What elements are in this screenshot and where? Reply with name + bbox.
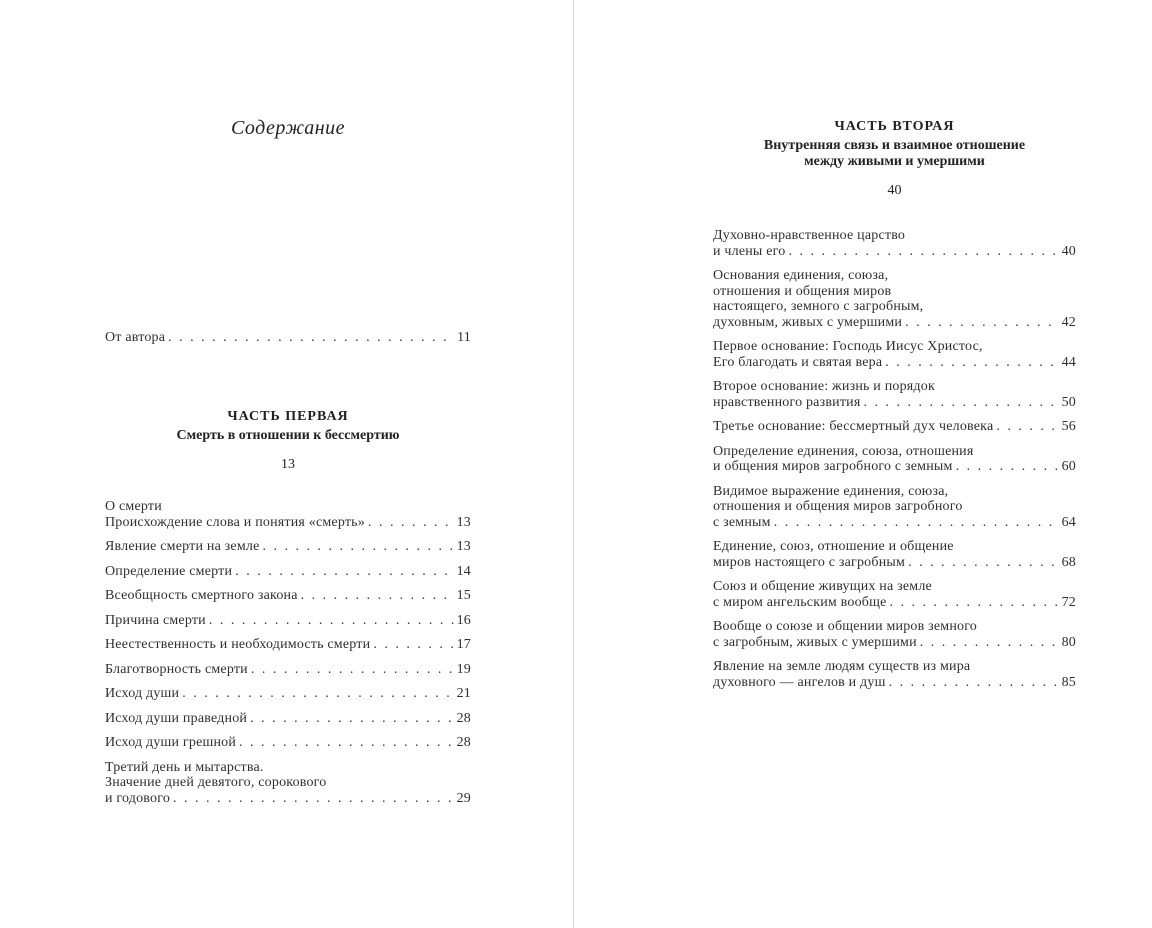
toc-entry (713, 228, 1076, 259)
entry-title: Неестественность и необходимость смерти (105, 637, 371, 652)
dot-leader (774, 515, 1060, 531)
entry-last-line (105, 662, 471, 678)
dot-leader (251, 662, 455, 678)
toc-entry (713, 419, 1076, 435)
part-two-subtitle (713, 138, 1076, 169)
entry-text-line: Явление на земле людям существ из мира (713, 659, 971, 674)
part-two-entries (713, 228, 1076, 690)
entry-last-line (713, 635, 1076, 651)
toc-entry (105, 662, 471, 678)
entry-title: и члены его (713, 243, 786, 259)
dot-leader (890, 595, 1060, 611)
page-number: 44 (1061, 354, 1076, 370)
toc-entry (105, 686, 471, 702)
page-number: 14 (456, 563, 471, 579)
page-number: 42 (1061, 314, 1076, 330)
entry-last-line (713, 675, 1076, 691)
toc-entry (713, 579, 1076, 610)
entry-title: с загробным, живых с умершими (713, 634, 917, 650)
page-number: 72 (1061, 594, 1076, 610)
entry-last-line (105, 588, 471, 604)
toc-entry (105, 330, 471, 346)
toc-entry (105, 735, 471, 751)
entry-text-line: настоящего, земного с загробным, (713, 299, 924, 314)
entry-title: Его благодать и святая вера (713, 354, 883, 370)
entry-last-line (105, 791, 471, 807)
page-number: 85 (1061, 674, 1076, 690)
entry-title: Исход души (105, 686, 180, 701)
toc-entry (105, 613, 471, 629)
toc-entry (105, 499, 471, 530)
dot-leader (788, 244, 1059, 260)
entry-title: миров настоящего с загробным (713, 554, 906, 570)
entry-title: нравственного развития (713, 394, 861, 410)
page-gutter-divider (573, 0, 574, 928)
page-number: 21 (456, 686, 471, 701)
dot-leader (885, 355, 1059, 371)
dot-leader (263, 539, 455, 555)
dot-leader (250, 711, 455, 727)
page-number: 16 (456, 612, 471, 628)
dot-leader (168, 330, 455, 346)
page-number: 56 (1061, 419, 1076, 434)
toc-entry (105, 637, 471, 653)
entry-last-line (713, 355, 1076, 371)
toc-entry (713, 444, 1076, 475)
entry-last-line (105, 564, 471, 580)
entry-last-line (713, 244, 1076, 260)
entry-last-line (713, 555, 1076, 571)
entry-text-line: Первое основание: Господь Иисус Христос, (713, 339, 983, 354)
left-page (105, 0, 471, 815)
dot-leader (173, 791, 455, 807)
dot-leader (373, 637, 454, 653)
entry-title: Явление смерти на земле (105, 539, 260, 554)
entry-title: Происхождение слова и понятия «смерть» (105, 514, 365, 530)
dot-leader (996, 419, 1059, 435)
entry-title: Благотворность смерти (105, 661, 248, 677)
part-subtitle-line: между живыми и умершими (804, 153, 985, 169)
dot-leader (889, 675, 1060, 691)
page-number: 60 (1061, 459, 1076, 474)
part-two-title: ЧАСТЬ ВТОРАЯ (834, 119, 955, 134)
part-one-subtitle (105, 428, 471, 444)
page-number: 13 (456, 539, 471, 554)
toc-entry (105, 760, 471, 807)
entry-text-line: отношения и общения миров загробного (713, 499, 963, 514)
dot-leader (905, 315, 1060, 331)
page-number: 64 (1061, 514, 1076, 530)
entry-title: Причина смерти (105, 612, 206, 628)
entry-last-line (105, 637, 471, 653)
entry-text-line: Второе основание: жизнь и порядок (713, 379, 935, 394)
entry-text-line: отношения и общения миров (713, 283, 892, 299)
entry-last-line (713, 459, 1076, 475)
part-one-entries (105, 499, 471, 806)
entry-title: Определение смерти (105, 563, 233, 579)
entry-title: с миром ангельским вообще (713, 594, 887, 610)
page-number: 13 (456, 514, 471, 530)
entry-title: От автора (105, 330, 166, 345)
toc-entry (713, 268, 1076, 330)
page-number: 68 (1061, 554, 1076, 570)
page-number: 15 (456, 588, 471, 603)
contents-heading: Содержание (230, 117, 346, 139)
toc-entry (105, 711, 471, 727)
dot-leader (239, 735, 455, 751)
entry-last-line (713, 595, 1076, 611)
dot-leader (301, 588, 455, 604)
dot-leader (956, 459, 1060, 475)
page-number: 11 (457, 330, 471, 345)
toc-entry (105, 564, 471, 580)
front-matter-entries (105, 330, 471, 346)
entry-text-line: Значение дней девятого, сорокового (105, 775, 327, 790)
toc-entry (713, 484, 1076, 531)
entry-text-line: Духовно-нравственное царство (713, 228, 906, 243)
page-number: 28 (456, 735, 471, 750)
dot-leader (908, 555, 1060, 571)
entry-last-line (713, 395, 1076, 411)
entry-last-line (105, 330, 471, 346)
page-number: 19 (456, 661, 471, 677)
entry-title: духовным, живых с умершими (713, 314, 903, 330)
entry-last-line (105, 613, 471, 629)
entry-text-line: Союз и общение живущих на земле (713, 579, 932, 594)
page-number: 17 (456, 637, 471, 652)
page-number: 29 (456, 790, 471, 806)
part-one-heading (105, 409, 471, 474)
entry-title: с земным (713, 514, 771, 530)
entry-text-line: О смерти (105, 499, 162, 514)
entry-title: Исход души грешной (105, 735, 237, 750)
entry-text-line: Основания единения, союза, (713, 268, 889, 283)
entry-last-line (105, 539, 471, 555)
toc-entry (713, 619, 1076, 650)
page-number: 80 (1061, 634, 1076, 650)
toc-entry (105, 588, 471, 604)
toc-entry (105, 539, 471, 555)
part-two-heading (713, 119, 1076, 199)
entry-title: и годового (105, 790, 171, 806)
part-one-title: ЧАСТЬ ПЕРВАЯ (227, 408, 349, 424)
entry-text-line: Единение, союз, отношение и общение (713, 539, 954, 554)
dot-leader (920, 635, 1060, 651)
dot-leader (368, 515, 455, 531)
entry-text-line: Видимое выражение единения, союза, (713, 483, 949, 499)
dot-leader (235, 564, 454, 580)
entry-title: и общения миров загробного с земным (713, 459, 953, 474)
entry-text-line: Третий день и мытарства. (105, 759, 264, 775)
part-subtitle-line: Смерть в отношении к бессмертию (176, 427, 400, 443)
part-two-start-page: 40 (887, 183, 902, 198)
entry-last-line (713, 419, 1076, 435)
entry-text-line: Вообще о союзе и общении миров земного (713, 619, 978, 634)
toc-entry (713, 379, 1076, 410)
dot-leader (863, 395, 1059, 411)
toc-entry (713, 339, 1076, 370)
entry-last-line (105, 515, 471, 531)
page-number: 28 (456, 710, 471, 726)
entry-last-line (105, 686, 471, 702)
entry-title: Исход души праведной (105, 710, 248, 726)
entry-title: Третье основание: бессмертный дух человека (713, 419, 994, 434)
toc-entry (713, 539, 1076, 570)
entry-last-line (713, 315, 1076, 331)
entry-last-line (713, 515, 1076, 531)
part-one-start-page: 13 (281, 457, 295, 472)
page-number: 40 (1061, 243, 1076, 259)
entry-title: Всеобщность смертного закона (105, 588, 298, 603)
part-subtitle-line: Внутренняя связь и взаимное отношение (763, 138, 1026, 153)
right-page (713, 0, 1076, 699)
dot-leader (182, 686, 454, 702)
page-number: 50 (1061, 394, 1076, 410)
entry-last-line (105, 711, 471, 727)
toc-entry (713, 659, 1076, 690)
entry-text-line: Определение единения, союза, отношения (713, 443, 974, 459)
dot-leader (209, 613, 455, 629)
entry-last-line (105, 735, 471, 751)
entry-title: духовного — ангелов и душ (713, 674, 886, 690)
